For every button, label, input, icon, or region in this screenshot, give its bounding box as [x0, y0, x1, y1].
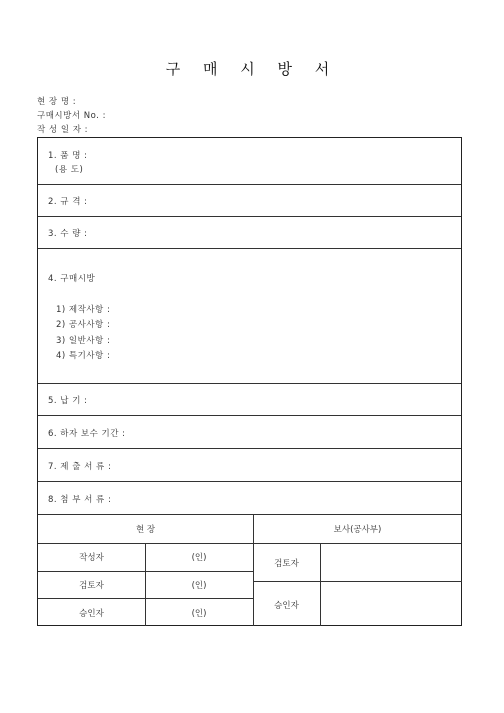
purchase-spec-special: 4) 특기사항 : [56, 351, 111, 361]
item-spec-label: 2. 규 격 : [48, 197, 88, 207]
row-divider [38, 184, 461, 185]
purchase-spec-construction: 2) 공사사항 : [56, 320, 111, 330]
row-divider [38, 481, 461, 482]
approval-right-divider [320, 543, 321, 626]
item-attachment-docs-label: 8. 첨 부 서 류 : [48, 495, 112, 505]
site-header: 현 장 [135, 525, 156, 535]
item-usage-label: (용 도) [55, 165, 84, 175]
supervisor-approver-role: 승인자 [274, 601, 299, 611]
row-divider [38, 514, 461, 515]
purchase-spec-fabrication: 1) 제작사항 : [56, 305, 111, 315]
author-role: 작성자 [79, 553, 104, 563]
reviewer-role: 검토자 [79, 581, 104, 591]
spec-form-table [37, 137, 462, 626]
row-divider [38, 448, 461, 449]
reviewer-seal: (인) [191, 581, 207, 591]
row-divider [38, 383, 461, 384]
site-name-label: 현 장 명 : [37, 97, 77, 107]
approval-row-divider [253, 581, 462, 582]
row-divider [38, 248, 461, 249]
supervisor-reviewer-role: 검토자 [274, 559, 299, 569]
author-seal: (인) [191, 553, 207, 563]
item-delivery-label: 5. 납 기 : [48, 396, 88, 406]
item-quantity-label: 3. 수 량 : [48, 229, 88, 239]
approval-row-divider [38, 598, 253, 599]
supervisor-header: 보사(공사부) [333, 525, 382, 535]
item-purchase-spec-label: 4. 구매시방 [48, 274, 96, 284]
row-divider [38, 543, 461, 544]
item-submission-docs-label: 7. 제 출 서 류 : [48, 462, 112, 472]
spec-number-label: 구매시방서 No. : [37, 111, 106, 121]
item-warranty-label: 6. 하자 보수 기간 : [48, 429, 126, 439]
row-divider [38, 415, 461, 416]
row-divider [38, 216, 461, 217]
date-label: 작 성 일 자 : [37, 125, 89, 135]
approver-role: 승인자 [79, 609, 104, 619]
purchase-spec-general: 3) 일반사항 : [56, 336, 111, 346]
approval-row-divider [38, 571, 253, 572]
item-name-label: 1. 품 명 : [48, 151, 88, 161]
approver-seal: (인) [191, 609, 207, 619]
document-title: 구 매 시 방 서 [165, 60, 339, 78]
